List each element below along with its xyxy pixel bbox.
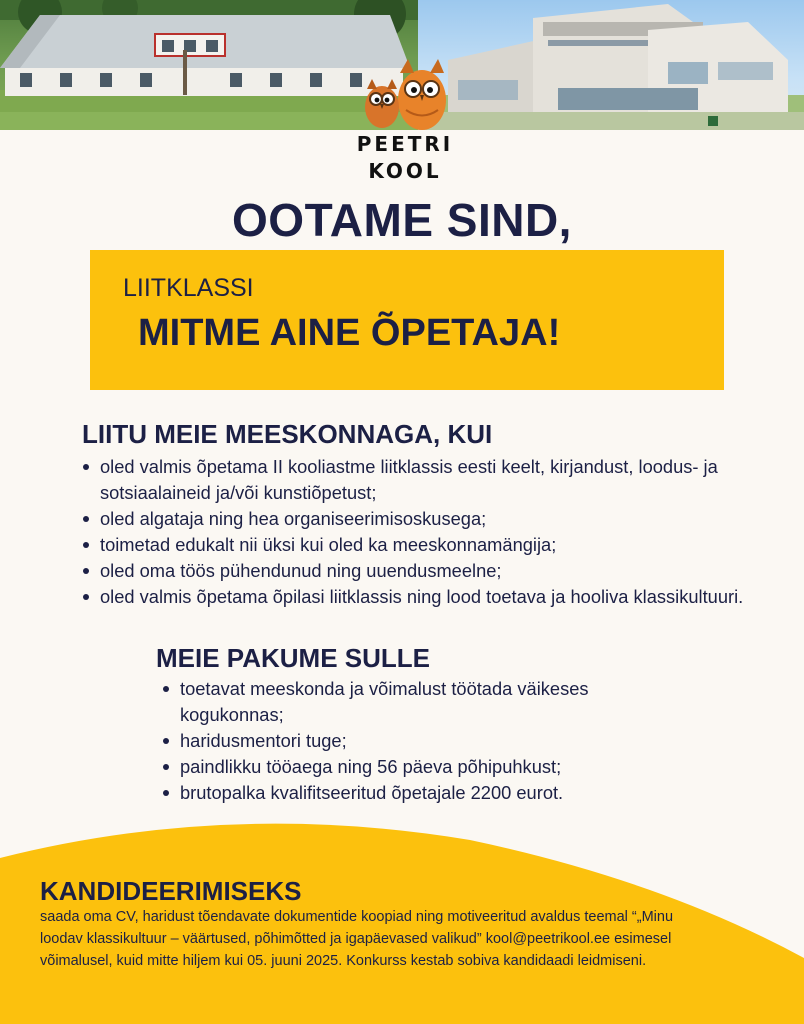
logo-text-line1: PEETRI [356,132,454,156]
list-item: paindlikku tööaega ning 56 päeva põhipuhkust; [162,754,682,780]
list-item: oled valmis õpetama II kooliastme liitklassis eesti keelt, kirjandust, loodus- ja sotsiaalaineid ja/või kunstiõpetust; [82,454,772,506]
list-item: toetavat meeskonda ja võimalust töötada väikeses kogukonnas; [162,676,682,728]
list-item: oled algataja ning hea organiseerimisoskusega; [82,506,772,532]
application-title: KANDIDEERIMISEKS [40,876,302,906]
banner-title: MITME AINE ÕPETAJA! [138,312,561,354]
list-item: haridusmentori tuge; [162,728,682,754]
list-item: toimetad edukalt nii üksi kui oled ka meeskonnamängija; [82,532,772,558]
banner-subtitle: LIITKLASSI [123,274,254,302]
application-instructions: saada oma CV, haridust tõendavate dokumentide koopiad ning motiveeritud avaldus teemal “„Minu loodav klassikultuur – väärtused, põhimõtted ja igapäevased valikud” kool@peetrikool.ee esimesel võimalusel, kuid mitte hiljem kui 05. juuni 2025. Konkurss kestab sobiva kandidaadi leidmiseni. [40,909,674,969]
list-item: oled valmis õpetama õpilasi liitklassis ning lood toetava ja hooliva klassikultuuri. [82,584,772,610]
page-headline: OOTAME SIND, [232,194,572,246]
join-section-title: LIITU MEIE MEESKONNAGA, KUI [82,419,493,449]
list-item: oled oma töös pühendunud ning uuendusmeelne; [82,558,772,584]
offer-section-title: MEIE PAKUME SULLE [156,643,430,673]
logo-text-line2: KOOL [368,159,442,183]
list-item: brutopalka kvalifitseeritud õpetajale 2200 eurot. [162,780,682,806]
